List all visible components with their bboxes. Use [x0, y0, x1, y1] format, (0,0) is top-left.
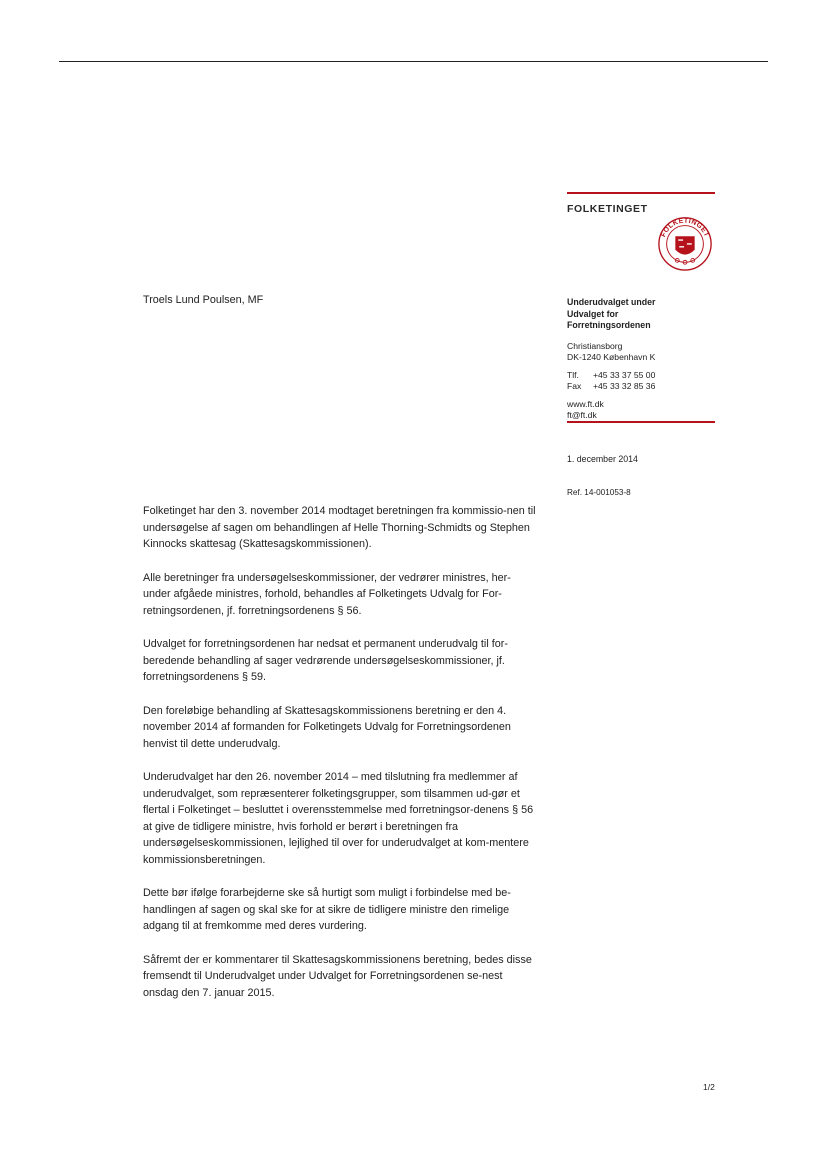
- recipient: Troels Lund Poulsen, MF: [143, 294, 264, 306]
- phone-fax: [567, 370, 715, 392]
- paragraph: Såfremt der er kommentarer til Skattesagskommissionens beretning, bedes disse fremsendt til Underudvalget under Udvalget for Forretningsordenen se-nest onsdag den 7. januar 2015.: [143, 953, 532, 999]
- website-link[interactable]: www.ft.dk: [567, 398, 604, 409]
- committee-name: Underudvalget under Udvalget for Forretningsordenen: [567, 297, 656, 330]
- email-link[interactable]: ft@ft.dk: [567, 409, 597, 420]
- paragraph: Folketinget har den 3. november 2014 modtaget beretningen fra kommissio-nen til undersøgelse af sagen om behandlingen af Helle Thorning-Schmidts og Stephen Kinnocks skattesag (Skattesagskommissionen).: [143, 505, 536, 550]
- letter-body: [143, 503, 538, 1018]
- letterhead-top-rule: [567, 192, 715, 194]
- svg-text:FOLKETINGET: [660, 218, 710, 239]
- paragraph: Den foreløbige behandling af Skattesagskommissionens beretning er den 4. november 2014 af formanden for Folketingets Udvalg for Forretningsordenen henvist til dette underudvalg.: [143, 704, 511, 750]
- paragraph: Alle beretninger fra undersøgelseskommissioner, der vedrører ministres, her-under afgåede ministres, forhold, behandles af Folketingets Udvalg for For-retningsordenen, jf. forretningsordenens § 56.: [143, 571, 511, 617]
- brand-name: FOLKETINGET: [567, 203, 648, 215]
- fax-line: Fax +45 33 32 85 36: [567, 380, 656, 391]
- folketinget-seal-icon: [656, 213, 714, 271]
- letterhead: [567, 192, 715, 421]
- page-number: 1/2: [703, 1082, 715, 1092]
- letterhead-bottom-rule: [567, 421, 715, 423]
- postal-address: Christiansborg DK-1240 København K: [567, 340, 656, 362]
- letter-date: 1. december 2014: [567, 454, 638, 464]
- paragraph: Udvalget for forretningsordenen har nedsat et permanent underudvalg til for-beredende behandling af sager vedrørende undersøgelseskommissioner, jf. forretningsordenens § 59.: [143, 638, 508, 683]
- reference-number: Ref. 14-001053-8: [567, 488, 631, 497]
- paragraph: Dette bør ifølge forarbejderne ske så hurtigt som muligt i forbindelse med be-handlingen af sagen og skal ske for at sikre de tidligere ministre den rimelige adgang til at fremkomme med deres vurdering.: [143, 887, 511, 932]
- phone-line: Tlf. +45 33 37 55 00: [567, 369, 656, 380]
- web-contact: [567, 399, 715, 421]
- paragraph: Underudvalget har den 26. november 2014 – med tilslutning fra medlemmer af underudvalget, som repræsenterer folketingsgrupper, som tilsammen ud-gør et flertal i Folketinget – besluttet i overensstemmelse med forretningsor-denens § 56 at give de tidligere ministre, hvis forhold er berørt i beretningen fra undersøgelseskommissionen, lejlighed til over for underudvalget at kom-mentere kommissionsberetningen.: [143, 771, 534, 866]
- header-rule: [59, 61, 768, 62]
- seal-text: FOLKETINGET: [660, 217, 710, 239]
